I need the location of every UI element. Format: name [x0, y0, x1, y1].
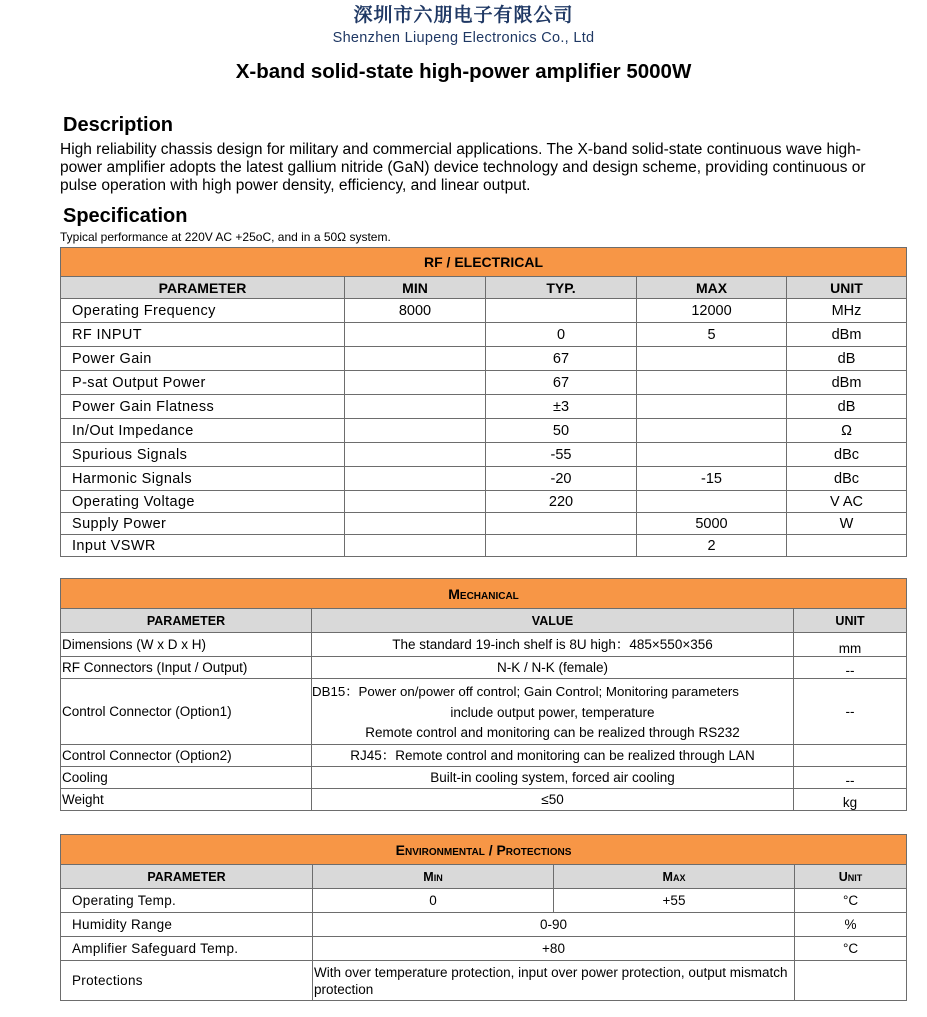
table-row [61, 347, 907, 371]
unit-value: Ω [787, 419, 907, 443]
typ-value: -20 [486, 467, 637, 491]
rf-header-unit: UNIT [787, 277, 907, 299]
table-row [61, 961, 907, 1001]
table-row [61, 467, 907, 491]
param-name: Cooling [61, 767, 312, 789]
min-value [345, 535, 486, 557]
typ-value: 67 [486, 371, 637, 395]
description-heading: Description [63, 114, 174, 136]
max-value: 5000 [637, 513, 787, 535]
param-name: Power Gain [61, 347, 345, 371]
table-row [61, 419, 907, 443]
unit-value: -- [794, 679, 907, 745]
param-name: Control Connector (Option1) [61, 679, 312, 745]
max-value: +55 [554, 889, 795, 913]
unit-value: MHz [787, 299, 907, 323]
env-header-max: Max [554, 865, 795, 889]
table-row [61, 745, 907, 767]
param-value: ≤50 [312, 789, 794, 811]
rf-header-typ: TYP. [486, 277, 637, 299]
typ-value [486, 535, 637, 557]
mechanical-section-title: Mechanical [61, 579, 907, 609]
company-header [0, 2, 927, 48]
document-title: X-band solid-state high-power amplifier 5000W [235, 60, 692, 83]
rf-header-max: MAX [637, 277, 787, 299]
typ-value [486, 513, 637, 535]
env-header-min: Min [313, 865, 554, 889]
mech-header-unit: UNIT [794, 609, 907, 633]
unit-value: dBm [787, 323, 907, 347]
param-value [312, 679, 794, 745]
table-row [61, 513, 907, 535]
param-value: RJ45：Remote control and monitoring can be realized through LAN [312, 745, 794, 767]
min-value [345, 419, 486, 443]
table-row [61, 395, 907, 419]
unit-value: dBc [787, 467, 907, 491]
max-value [637, 443, 787, 467]
max-value: -15 [637, 467, 787, 491]
unit-value: dB [787, 395, 907, 419]
table-row [61, 443, 907, 467]
param-value: The standard 19-inch shelf is 8U high：485×550×356 [312, 633, 794, 657]
table-row [61, 491, 907, 513]
param-name: Harmonic Signals [61, 467, 345, 491]
rf-section-title: RF / ELECTRICAL [61, 248, 907, 277]
typ-value: ±3 [486, 395, 637, 419]
typ-value: 0 [486, 323, 637, 347]
min-value [345, 467, 486, 491]
min-value [345, 443, 486, 467]
min-value: 8000 [345, 299, 486, 323]
param-name: Power Gain Flatness [61, 395, 345, 419]
typ-value: 67 [486, 347, 637, 371]
min-value [345, 347, 486, 371]
param-name: Operating Temp. [61, 889, 313, 913]
table-row [61, 657, 907, 679]
param-value: 0-90 [313, 913, 795, 937]
max-value: 2 [637, 535, 787, 557]
company-name-en: Shenzhen Liupeng Electronics Co., Ltd [332, 30, 595, 46]
param-name: Operating Voltage [61, 491, 345, 513]
control-option1-line1: DB15：Power on/power off control; Gain Control; Monitoring parameters [312, 683, 739, 699]
param-name: P-sat Output Power [61, 371, 345, 395]
unit-value: % [795, 913, 907, 937]
unit-value: kg [794, 789, 907, 811]
param-name: Humidity Range [61, 913, 313, 937]
min-value [345, 513, 486, 535]
param-name: Protections [61, 961, 313, 1001]
specification-note: Typical performance at 220V AC +25oC, and in a 50Ω system. [60, 230, 391, 244]
env-header-parameter: PARAMETER [61, 865, 313, 889]
min-value [345, 371, 486, 395]
unit-value: °C [795, 889, 907, 913]
unit-value [794, 745, 907, 767]
param-name: Spurious Signals [61, 443, 345, 467]
unit-value: dB [787, 347, 907, 371]
company-name-cn: 深圳市六朋电子有限公司 [353, 4, 574, 26]
table-row [61, 789, 907, 811]
mech-header-value: VALUE [312, 609, 794, 633]
max-value [637, 491, 787, 513]
typ-value: 220 [486, 491, 637, 513]
table-row [61, 299, 907, 323]
environmental-section-title: Environmental / Protections [61, 835, 907, 865]
param-name: RF Connectors (Input / Output) [61, 657, 312, 679]
param-value: Built-in cooling system, forced air cooling [312, 767, 794, 789]
control-option1-line2: include output power, temperature [450, 704, 655, 720]
rf-electrical-table [60, 247, 907, 557]
param-value: N-K / N-K (female) [312, 657, 794, 679]
unit-value: dBm [787, 371, 907, 395]
table-row [61, 679, 907, 745]
param-name: Amplifier Safeguard Temp. [61, 937, 313, 961]
typ-value [486, 299, 637, 323]
unit-value: mm [794, 633, 907, 657]
max-value [637, 347, 787, 371]
rf-header-min: MIN [345, 277, 486, 299]
table-row [61, 937, 907, 961]
table-row [61, 323, 907, 347]
mechanical-table [60, 578, 907, 811]
unit-value [787, 535, 907, 557]
max-value [637, 395, 787, 419]
param-name: Operating Frequency [61, 299, 345, 323]
unit-value: -- [794, 767, 907, 789]
min-value [345, 395, 486, 419]
max-value [637, 371, 787, 395]
min-value: 0 [313, 889, 554, 913]
param-value: With over temperature protection, input over power protection, output mismatch protection [313, 961, 795, 1001]
specification-heading: Specification [63, 205, 188, 227]
unit-value: W [787, 513, 907, 535]
param-name: Dimensions (W x D x H) [61, 633, 312, 657]
table-row [61, 889, 907, 913]
table-row [61, 633, 907, 657]
control-option1-line3: Remote control and monitoring can be realized through RS232 [365, 724, 740, 740]
param-name: In/Out Impedance [61, 419, 345, 443]
typ-value: -55 [486, 443, 637, 467]
unit-value [795, 961, 907, 1001]
mech-header-parameter: PARAMETER [61, 609, 312, 633]
table-row [61, 535, 907, 557]
param-name: Weight [61, 789, 312, 811]
table-row [61, 913, 907, 937]
table-row [61, 767, 907, 789]
param-name: RF INPUT [61, 323, 345, 347]
max-value: 5 [637, 323, 787, 347]
env-header-unit: Unit [795, 865, 907, 889]
unit-value: V AC [787, 491, 907, 513]
typ-value: 50 [486, 419, 637, 443]
table-row [61, 371, 907, 395]
param-name: Control Connector (Option2) [61, 745, 312, 767]
param-value: +80 [313, 937, 795, 961]
rf-header-parameter: PARAMETER [61, 277, 345, 299]
environmental-table [60, 834, 907, 1001]
param-name: Supply Power [61, 513, 345, 535]
unit-value: °C [795, 937, 907, 961]
description-text: High reliability chassis design for military and commercial applications. The X-band solid-state continuous wave high-power amplifier adopts the latest gallium nitride (GaN) device technology and design scheme, providing continuous or pulse operation with high power density, efficiency, and linear output. [60, 141, 866, 194]
min-value [345, 323, 486, 347]
unit-value: dBc [787, 443, 907, 467]
max-value: 12000 [637, 299, 787, 323]
unit-value: -- [794, 657, 907, 679]
max-value [637, 419, 787, 443]
param-name: Input VSWR [61, 535, 345, 557]
min-value [345, 491, 486, 513]
